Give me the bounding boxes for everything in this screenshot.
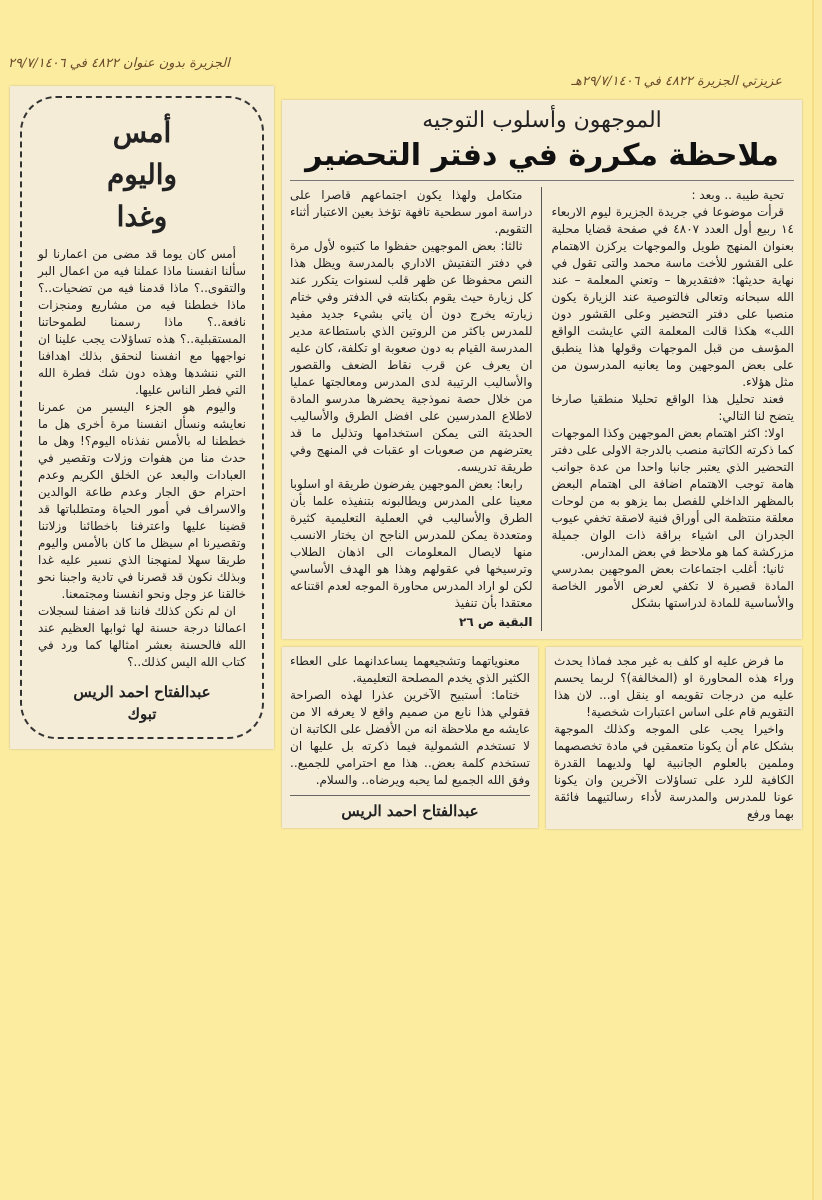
paragraph: قرأت موضوعا في جريدة الجزيرة ليوم الاربعاء ١٤ ربيع أول العدد ٤٨٠٧ في صفحة قضايا محلية بعنوان المنهج طويل والموجهات يركزن الاهتمام على القشور للأخت ماسة محمد والتى تقول في نهاية حديثها: «فتقديرها – وتعني المعلمة – عند الله سبحانه وتعالى فالتوصية عند الزيارة يكون منصبا على دفتر التحضير وعلى القشور دون اللب» هكذا قالت المعلمة التي عايشت الواقع المؤسف من قبل الموجهات وقولها هذا ينطبق على بعض الموجهين وما يعانيه المدرسون من مثل هؤلاء. (551, 205, 794, 389)
paragraph: متكامل ولهذا يكون اجتماعهم قاصرا على دراسة امور سطحية تافهة تؤخذ بعين الاعتبار أثناء التقويم. (290, 188, 533, 236)
paragraph: تحية طيبة .. وبعد : (691, 188, 784, 202)
article-column-left (290, 187, 542, 631)
paragraph: رابعا: بعض الموجهين يفرضون طريقة او اسلوبا معينا على المدرس ويطالبونه بتنفيذه علما بأن الطرق والأساليب في العملية التعليمية كثيرة ومتعددة يمكن للمدرس الناجح ان يختار الانسب منها لايصال المعلومات الى اذهان الطلاب وترسيخها في عقولهم وهذا هو الهدف الأساسي لكن لو اراد المدرس محاورة الموجه لعدم اقتناعه معتقدا بأن تنفيذ (290, 477, 533, 610)
paragraph: فعند تحليل هذا الواقع تحليلا منطقيا صارخا يتضح لنا التالي: (551, 392, 794, 423)
paragraph: واليوم هو الجزء اليسير من عمرنا نعايشه ونسأل انفسنا مرة أخرى هل ما خططنا له بالأمس نفذناه اليوم؟! وهل ما حدث منا من هفوات وزلات وتقصير في العبادات والبعد عن الخلق الكريم وعدم احترام حق الجار وعدم طاعة الوالدين والاسراف في أمور الحياة ومتطلباتها قد قضينا عليها واعترفنا باخطائنا وزلاتنا وتقصيرنا ام سيظل ما كان بالأمس واليوم طريقا سهلا لمنهجنا الذي نسير عليه غدا وبذلك نكون قد قصرنا في تادية واجبنا نحو خالقنا عز وجل ونحو انفسنا ومجتمعنا. (38, 400, 246, 601)
article-headline: ملاحظة مكررة في دفتر التحضير (290, 136, 794, 181)
column-city: تبوك (127, 705, 157, 723)
column-body (38, 246, 246, 671)
continued-note: البقية ص ٢٦ (459, 615, 533, 629)
column-title-line: وغدا (116, 200, 168, 233)
column-signature: عبدالفتاح احمد الريس (73, 683, 211, 701)
handwritten-note-right: عزيزتي الجزيرة ٤٨٢٢ في ٢٩/٧/١٤٠٦هـ (571, 74, 782, 89)
article-continuation-left (282, 647, 538, 828)
column-title-line: أمس (112, 116, 172, 149)
paragraph: ختاما: أستبيح الآخرين عذرا لهذه الصراحة فقولي هذا نابع من صميم واقع لا يعرفه الا من عايشه مع ملاحظة انه من الأفضل على الكاتبة ان لا تستخدم الشمولية فيما ذكرته بل عليها ان تستخدم كلمة بعض.. هذا مع احترامي للجميع.. وفق الله الجميع لما يحبه ويرضاه.. والسلام. (290, 688, 530, 787)
paragraph: اولا: اكثر اهتمام بعض الموجهين وكذا الموجهات كما ذكرته الكاتبة منصب بالدرجة الاولى على دفتر التحضير الذي يعتبر جانبا واحدا من عدة جوانب هامة توجب الاهتمام اضافة الى اهتمام البعض بالمظهر الداخلي للفصل بما يزهو به من لوحات معلقة منتظمة الى أوراق فنية لاصقة تخفي عيوب الجدران الى اشياء براقة ذات الوان جميلة مزركشة كما هو ملاحظ في بعض المدارس. (551, 426, 794, 559)
paragraph: معنوياتهما وتشجيعهما يساعدانهما على العطاء الكثير الذي يخدم المصلحة التعليمية. (290, 654, 530, 685)
continuation-area (282, 647, 802, 829)
paragraph: ما فرض عليه او كلف به غير مجد فماذا يحدث وراء هذه المحاورة او (المخالفة)؟ لربما يحسم عليه من درجات تقويمه او ينقل او... لان هذا التقويم قام على اساس اعتبارات شخصية! (554, 654, 794, 719)
article-kicker: الموجهون وأسلوب التوجيه (422, 108, 662, 133)
article-continuation-right (546, 647, 802, 829)
article-clipping-main (282, 100, 802, 639)
column-title-line: واليوم (106, 158, 178, 191)
article-clipping-column (10, 86, 274, 749)
paragraph: ان لم نكن كذلك فاننا قد اضفنا لسجلات اعمالنا درجة حسنة لها ثوابها العظيم عند الله فالحسنة بعشر امثالها كما ورد في كتاب الله اليس كذلك..؟ (38, 604, 246, 669)
paragraph: أمس كان يوما قد مضى من اعمارنا لو سألنا انفسنا ماذا عملنا فيه من اعمال البر والتقوى..؟ ماذا قدمنا فيه من تضحيات..؟ ماذا خططنا فيه من مشاريع ومنجزات نافعة..؟ ماذا رسمنا لطموحاتنا المستقبلية..؟ هذه تساؤلات يجب علينا ان نواجهها مع انفسنا لنحقق بذلك اهدافنا التي ننشدها وهذه دون شك فطرة الله التي فطر الناس عليها. (38, 247, 246, 397)
paragraph: ثالثا: بعض الموجهين حفظوا ما كتبوه لأول مرة في دفتر التفتيش الاداري بالمدرسة ويظل هذا النص محفوظا عن ظهر قلب لسنوات يتكرر عند كل زيارة حيث يقوم بكتابته في الدفتر وفي ختام زيارته يخرج دون أن ياتي بشيء جديد مفيد للمدرس باكثر من الروتين الذي باستطاعة مدير المدرسة القيام به دون صعوبة او تكلفة، كان عليه ان يعرف عن قرب نقاط الضعف والقصور والأساليب الرتيبة لدى المدرس ومعالجتها عمليا من خلال حصة نموذجية يحضرها مدرسو المادة لاطلاع المدرسين على افضل الطرق والأساليب الحديثة التى يمكن استخدامها وتذليل ما قد يعترضهم من صعوبات او عقبات في المنهج وفي طريقة تدريسه. (290, 239, 533, 474)
paragraph: واخيرا يجب على الموجه وكذلك الموجهة بشكل عام أن يكونا متعمقين في مادة تخصصهما وملمين بالعلوم الجانبية لها ولديهما القدرة الكافية للرد على تساؤلات الآخرين وان يكونا عونا للمدرس والمدرسة لأداء رسالتيهما فائقة بهما ورفع (554, 722, 794, 821)
paragraph: ثانيا: أغلب اجتماعات بعض الموجهين بمدرسي المادة قصيرة لا تكفي لعرض الأمور الخاصة والأساسية للمادة لدراستها بشكل (551, 562, 794, 610)
handwritten-note-left: الجزيرة بدون عنوان ٤٨٢٢ في ٢٩/٧/١٤٠٦ (8, 56, 230, 71)
article-column-right (552, 187, 795, 631)
dashed-frame (20, 96, 264, 739)
article-signature: عبدالفتاح احمد الريس (290, 795, 530, 822)
